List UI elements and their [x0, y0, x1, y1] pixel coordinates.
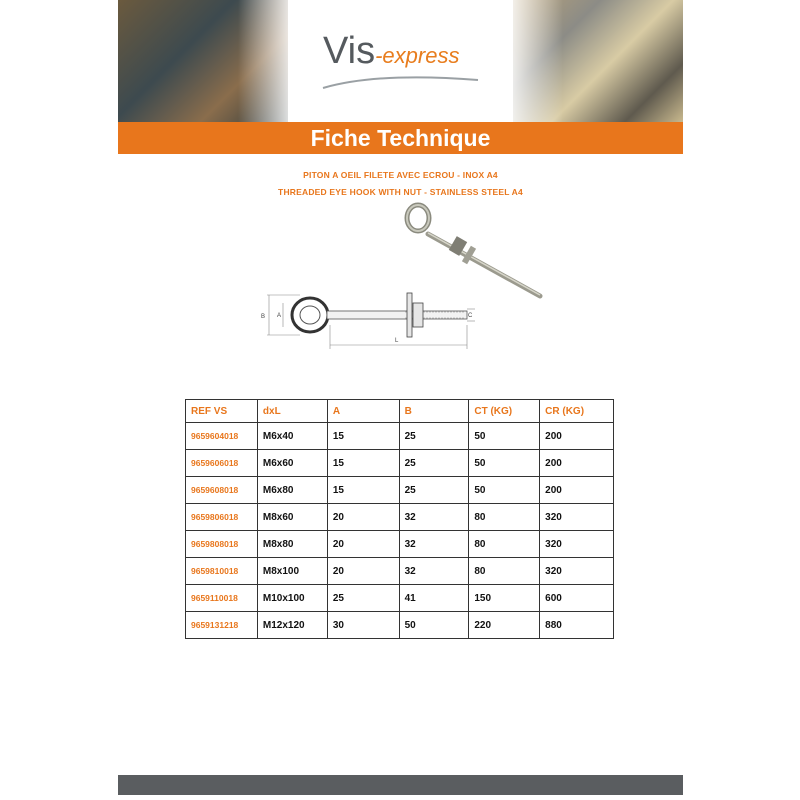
cell-b: 25 — [399, 450, 469, 477]
cell-dxl: M6x60 — [257, 450, 327, 477]
cell-b: 50 — [399, 612, 469, 639]
cell-ct: 220 — [469, 612, 540, 639]
cell-dxl: M8x60 — [257, 504, 327, 531]
cell-a: 25 — [327, 585, 399, 612]
cell-cr: 600 — [540, 585, 614, 612]
label-l: L — [395, 338, 399, 344]
cell-cr: 200 — [540, 423, 614, 450]
cell-ct: 50 — [469, 477, 540, 504]
label-c: C — [468, 313, 473, 319]
cell-a: 30 — [327, 612, 399, 639]
cell-ct: 80 — [469, 504, 540, 531]
header-ref-vs: REF VS — [186, 400, 258, 423]
technical-drawing — [255, 285, 480, 355]
label-a: A — [277, 313, 282, 319]
cell-ref: 9659131218 — [186, 612, 258, 639]
vis-express-logo: Vis-express — [323, 30, 493, 90]
table-row — [186, 423, 614, 450]
cell-b: 32 — [399, 504, 469, 531]
cell-ref: 9659606018 — [186, 450, 258, 477]
cell-dxl: M12x120 — [257, 612, 327, 639]
cell-ref: 9659110018 — [186, 585, 258, 612]
cell-ref: 9659806018 — [186, 504, 258, 531]
cell-b: 32 — [399, 531, 469, 558]
cell-dxl: M8x100 — [257, 558, 327, 585]
cell-ref: 9659604018 — [186, 423, 258, 450]
header-cr: CR (KG) — [540, 400, 614, 423]
header-ct: CT (KG) — [469, 400, 540, 423]
cell-cr: 320 — [540, 531, 614, 558]
cell-b: 41 — [399, 585, 469, 612]
table-row — [186, 450, 614, 477]
table-header-row — [186, 400, 614, 423]
cell-a: 15 — [327, 450, 399, 477]
cell-ref: 9659608018 — [186, 477, 258, 504]
table-row — [186, 504, 614, 531]
cell-cr: 200 — [540, 477, 614, 504]
table-row — [186, 612, 614, 639]
cell-a: 15 — [327, 423, 399, 450]
cell-ref: 9659808018 — [186, 531, 258, 558]
page-title: Fiche Technique — [118, 122, 683, 154]
cell-ref: 9659810018 — [186, 558, 258, 585]
cell-cr: 200 — [540, 450, 614, 477]
footer-bar — [118, 775, 683, 795]
cell-cr: 320 — [540, 504, 614, 531]
cell-ct: 50 — [469, 450, 540, 477]
cell-a: 15 — [327, 477, 399, 504]
product-title-fr: PITON A OEIL FILETE AVEC ECROU - INOX A4 — [303, 170, 498, 180]
spec-table — [185, 399, 614, 639]
header-banner — [118, 0, 683, 122]
cell-ct: 80 — [469, 531, 540, 558]
logo-swoosh — [318, 74, 488, 94]
table-row — [186, 477, 614, 504]
cell-cr: 320 — [540, 558, 614, 585]
header-a: A — [327, 400, 399, 423]
cell-ct: 50 — [469, 423, 540, 450]
cell-ct: 150 — [469, 585, 540, 612]
table-row — [186, 531, 614, 558]
cell-ct: 80 — [469, 558, 540, 585]
cell-dxl: M6x40 — [257, 423, 327, 450]
cell-cr: 880 — [540, 612, 614, 639]
cell-b: 25 — [399, 477, 469, 504]
cell-dxl: M8x80 — [257, 531, 327, 558]
product-title-en: THREADED EYE HOOK WITH NUT - STAINLESS STEEL A4 — [278, 187, 523, 197]
cell-dxl: M6x80 — [257, 477, 327, 504]
cell-a: 20 — [327, 504, 399, 531]
cell-b: 32 — [399, 558, 469, 585]
header-b: B — [399, 400, 469, 423]
cell-a: 20 — [327, 558, 399, 585]
cell-b: 25 — [399, 423, 469, 450]
table-row — [186, 558, 614, 585]
cell-dxl: M10x100 — [257, 585, 327, 612]
label-b: B — [261, 314, 266, 320]
cell-a: 20 — [327, 531, 399, 558]
table-row — [186, 585, 614, 612]
header-dxl: dxL — [257, 400, 327, 423]
